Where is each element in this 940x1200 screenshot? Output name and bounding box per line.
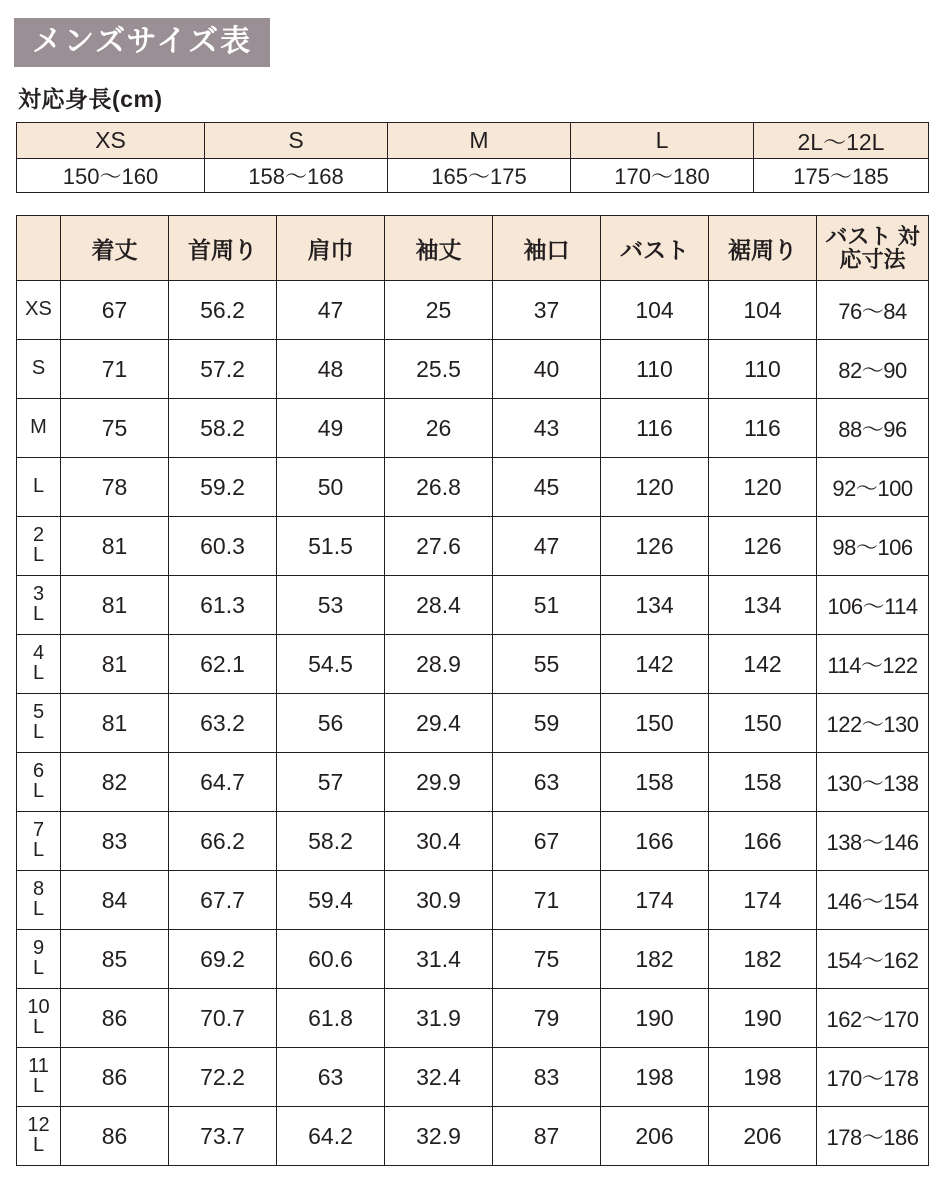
page-title: メンズサイズ表 [14,18,270,67]
bust-fit-cell: 92〜100 [817,458,929,517]
measurement-cell: 25 [385,281,493,340]
row-size-label [17,635,61,694]
height-section-label: 対応身長(cm) [18,86,163,112]
row-size-label-part: L [32,662,45,684]
row-size-label-part: S [31,357,46,380]
table-row [17,989,929,1048]
row-size-label-part: M [30,416,47,439]
measurement-cell: 81 [61,694,169,753]
measurement-cell: 67 [493,812,601,871]
row-size-label [17,340,61,399]
measurement-cell: 51.5 [277,517,385,576]
table-row [17,458,929,517]
measurement-cell: 104 [709,281,817,340]
measurement-cell: 26.8 [385,458,493,517]
measurement-cell: 182 [601,930,709,989]
bust-fit-cell: 138〜146 [817,812,929,871]
measurement-cell: 190 [709,989,817,1048]
row-size-label-part: L [32,898,45,920]
table-row [17,1107,929,1166]
bust-fit-cell: 162〜170 [817,989,929,1048]
height-size-l: L [571,123,754,159]
measurement-cell: 56 [277,694,385,753]
row-size-label [17,517,61,576]
measurement-cell: 134 [709,576,817,635]
measurement-cell: 51 [493,576,601,635]
row-size-label [17,399,61,458]
column-header-bust-fit [817,216,929,281]
measurement-cell: 84 [61,871,169,930]
table-row [17,930,929,989]
row-size-label [17,989,61,1048]
measurement-cell: 126 [601,517,709,576]
measurement-cell: 78 [61,458,169,517]
measurement-cell: 166 [601,812,709,871]
height-table-header-row [17,123,929,159]
measurement-cell: 29.4 [385,694,493,753]
row-size-label [17,1107,61,1166]
column-header-bust: バスト [601,216,709,281]
measurement-cell: 120 [709,458,817,517]
measurement-cell: 61.3 [169,576,277,635]
measurement-cell: 166 [709,812,817,871]
measurement-cell: 28.9 [385,635,493,694]
column-header-sodeguchi: 袖口 [493,216,601,281]
measurement-cell: 63.2 [169,694,277,753]
row-size-label [17,458,61,517]
table-row [17,812,929,871]
measurements-header-row [17,216,929,281]
measurement-cell: 60.3 [169,517,277,576]
row-size-label [17,753,61,812]
measurement-cell: 32.4 [385,1048,493,1107]
measurement-cell: 198 [601,1048,709,1107]
measurement-cell: 86 [61,1107,169,1166]
measurement-cell: 66.2 [169,812,277,871]
height-range-xs: 150〜160 [17,159,205,193]
measurement-cell: 70.7 [169,989,277,1048]
measurement-cell: 54.5 [277,635,385,694]
measurement-cell: 43 [493,399,601,458]
row-size-label-part: L [32,603,45,625]
height-size-m: M [388,123,571,159]
measurement-cell: 63 [277,1048,385,1107]
measurement-cell: 58.2 [169,399,277,458]
measurement-cell: 87 [493,1107,601,1166]
table-row [17,576,929,635]
measurements-table [16,215,929,1166]
measurement-cell: 53 [277,576,385,635]
measurement-cell: 83 [493,1048,601,1107]
measurement-cell: 45 [493,458,601,517]
column-header-sodetake: 袖丈 [385,216,493,281]
measurement-cell: 27.6 [385,517,493,576]
row-size-label-part: 8 [32,878,45,901]
height-range-m: 165〜175 [388,159,571,193]
measurement-cell: 110 [709,340,817,399]
row-size-label [17,871,61,930]
measurement-cell: 158 [601,753,709,812]
measurement-cell: 67 [61,281,169,340]
bust-fit-cell: 178〜186 [817,1107,929,1166]
measurement-cell: 50 [277,458,385,517]
bust-fit-cell: 82〜90 [817,340,929,399]
column-header-bust-fit-line2: 対応寸法 [839,223,920,272]
measurement-cell: 182 [709,930,817,989]
row-size-label-part: L [32,957,45,979]
measurement-cell: 81 [61,635,169,694]
measurement-cell: 59 [493,694,601,753]
bust-fit-cell: 88〜96 [817,399,929,458]
measurement-cell: 60.6 [277,930,385,989]
row-size-label-part: L [32,1134,45,1156]
measurement-cell: 81 [61,576,169,635]
measurement-cell: 26 [385,399,493,458]
height-size-2l-12l: 2L〜12L [754,123,929,159]
row-size-label-part: 2 [32,524,45,547]
measurement-cell: 28.4 [385,576,493,635]
row-size-label-part: 12 [27,1114,50,1137]
measurement-cell: 75 [493,930,601,989]
row-size-label-part: XS [25,298,52,321]
measurement-cell: 158 [709,753,817,812]
measurement-cell: 86 [61,1048,169,1107]
measurement-cell: 83 [61,812,169,871]
column-header-katahaba: 肩巾 [277,216,385,281]
measurement-cell: 40 [493,340,601,399]
bust-fit-cell: 170〜178 [817,1048,929,1107]
measurement-cell: 142 [709,635,817,694]
measurement-cell: 47 [277,281,385,340]
row-size-label [17,1048,61,1107]
measurement-cell: 206 [709,1107,817,1166]
row-size-label-part: L [32,839,45,861]
row-size-label-part: 3 [32,583,45,606]
measurement-cell: 47 [493,517,601,576]
measurement-cell: 63 [493,753,601,812]
row-size-label [17,812,61,871]
measurement-cell: 29.9 [385,753,493,812]
measurement-cell: 150 [601,694,709,753]
measurement-cell: 64.2 [277,1107,385,1166]
measurement-cell: 71 [61,340,169,399]
measurement-cell: 116 [709,399,817,458]
measurements-corner-cell [17,216,61,281]
measurement-cell: 57 [277,753,385,812]
row-size-label [17,281,61,340]
measurement-cell: 57.2 [169,340,277,399]
height-size-xs: XS [17,123,205,159]
row-size-label [17,694,61,753]
row-size-label-part: 7 [32,819,45,842]
row-size-label [17,576,61,635]
row-size-label-part: L [32,780,45,802]
measurement-cell: 72.2 [169,1048,277,1107]
bust-fit-cell: 122〜130 [817,694,929,753]
measurement-cell: 56.2 [169,281,277,340]
bust-fit-cell: 98〜106 [817,517,929,576]
measurement-cell: 75 [61,399,169,458]
measurement-cell: 32.9 [385,1107,493,1166]
row-size-label-part: L [32,721,45,743]
measurement-cell: 49 [277,399,385,458]
measurement-cell: 59.4 [277,871,385,930]
column-header-kubimawari: 首周り [169,216,277,281]
measurement-cell: 48 [277,340,385,399]
measurement-cell: 73.7 [169,1107,277,1166]
height-table [16,122,929,193]
measurement-cell: 206 [601,1107,709,1166]
table-row [17,399,929,458]
measurement-cell: 190 [601,989,709,1048]
measurement-cell: 67.7 [169,871,277,930]
row-size-label-part: 5 [32,701,45,724]
bust-fit-cell: 154〜162 [817,930,929,989]
measurement-cell: 30.4 [385,812,493,871]
row-size-label-part: 10 [27,996,50,1019]
row-size-label-part: 9 [32,937,45,960]
row-size-label [17,930,61,989]
measurement-cell: 85 [61,930,169,989]
table-row [17,340,929,399]
bust-fit-cell: 146〜154 [817,871,929,930]
measurement-cell: 71 [493,871,601,930]
measurement-cell: 86 [61,989,169,1048]
row-size-label-part: L [32,544,45,566]
bust-fit-cell: 106〜114 [817,576,929,635]
table-row [17,871,929,930]
measurement-cell: 104 [601,281,709,340]
column-header-bust-fit-line1: バスト [825,223,892,249]
row-size-label-part: L [32,475,45,498]
measurement-cell: 61.8 [277,989,385,1048]
measurement-cell: 150 [709,694,817,753]
measurement-cell: 174 [601,871,709,930]
row-size-label-part: 11 [28,1055,49,1078]
measurement-cell: 31.4 [385,930,493,989]
row-size-label-part: 6 [32,760,45,783]
table-row [17,281,929,340]
measurement-cell: 174 [709,871,817,930]
measurement-cell: 120 [601,458,709,517]
measurement-cell: 69.2 [169,930,277,989]
measurement-cell: 126 [709,517,817,576]
measurements-body [17,281,929,1166]
measurement-cell: 116 [601,399,709,458]
row-size-label-part: L [32,1016,45,1038]
measurement-cell: 37 [493,281,601,340]
measurement-cell: 58.2 [277,812,385,871]
measurement-cell: 82 [61,753,169,812]
column-header-susomawari: 裾周り [709,216,817,281]
bust-fit-cell: 130〜138 [817,753,929,812]
measurement-cell: 59.2 [169,458,277,517]
table-row [17,694,929,753]
table-row [17,753,929,812]
measurement-cell: 62.1 [169,635,277,694]
table-row [17,517,929,576]
measurement-cell: 134 [601,576,709,635]
measurement-cell: 198 [709,1048,817,1107]
measurement-cell: 79 [493,989,601,1048]
measurement-cell: 142 [601,635,709,694]
bust-fit-cell: 76〜84 [817,281,929,340]
measurement-cell: 30.9 [385,871,493,930]
measurement-cell: 25.5 [385,340,493,399]
measurement-cell: 110 [601,340,709,399]
bust-fit-cell: 114〜122 [817,635,929,694]
row-size-label-part: L [32,1075,45,1097]
height-range-l: 170〜180 [571,159,754,193]
column-header-kitake: 着丈 [61,216,169,281]
measurement-cell: 31.9 [385,989,493,1048]
measurement-cell: 55 [493,635,601,694]
measurement-cell: 64.7 [169,753,277,812]
measurement-cell: 81 [61,517,169,576]
table-row [17,1048,929,1107]
height-range-2l-12l: 175〜185 [754,159,929,193]
table-row [17,635,929,694]
height-size-s: S [205,123,388,159]
row-size-label-part: 4 [32,642,45,665]
height-range-s: 158〜168 [205,159,388,193]
height-table-value-row [17,159,929,193]
